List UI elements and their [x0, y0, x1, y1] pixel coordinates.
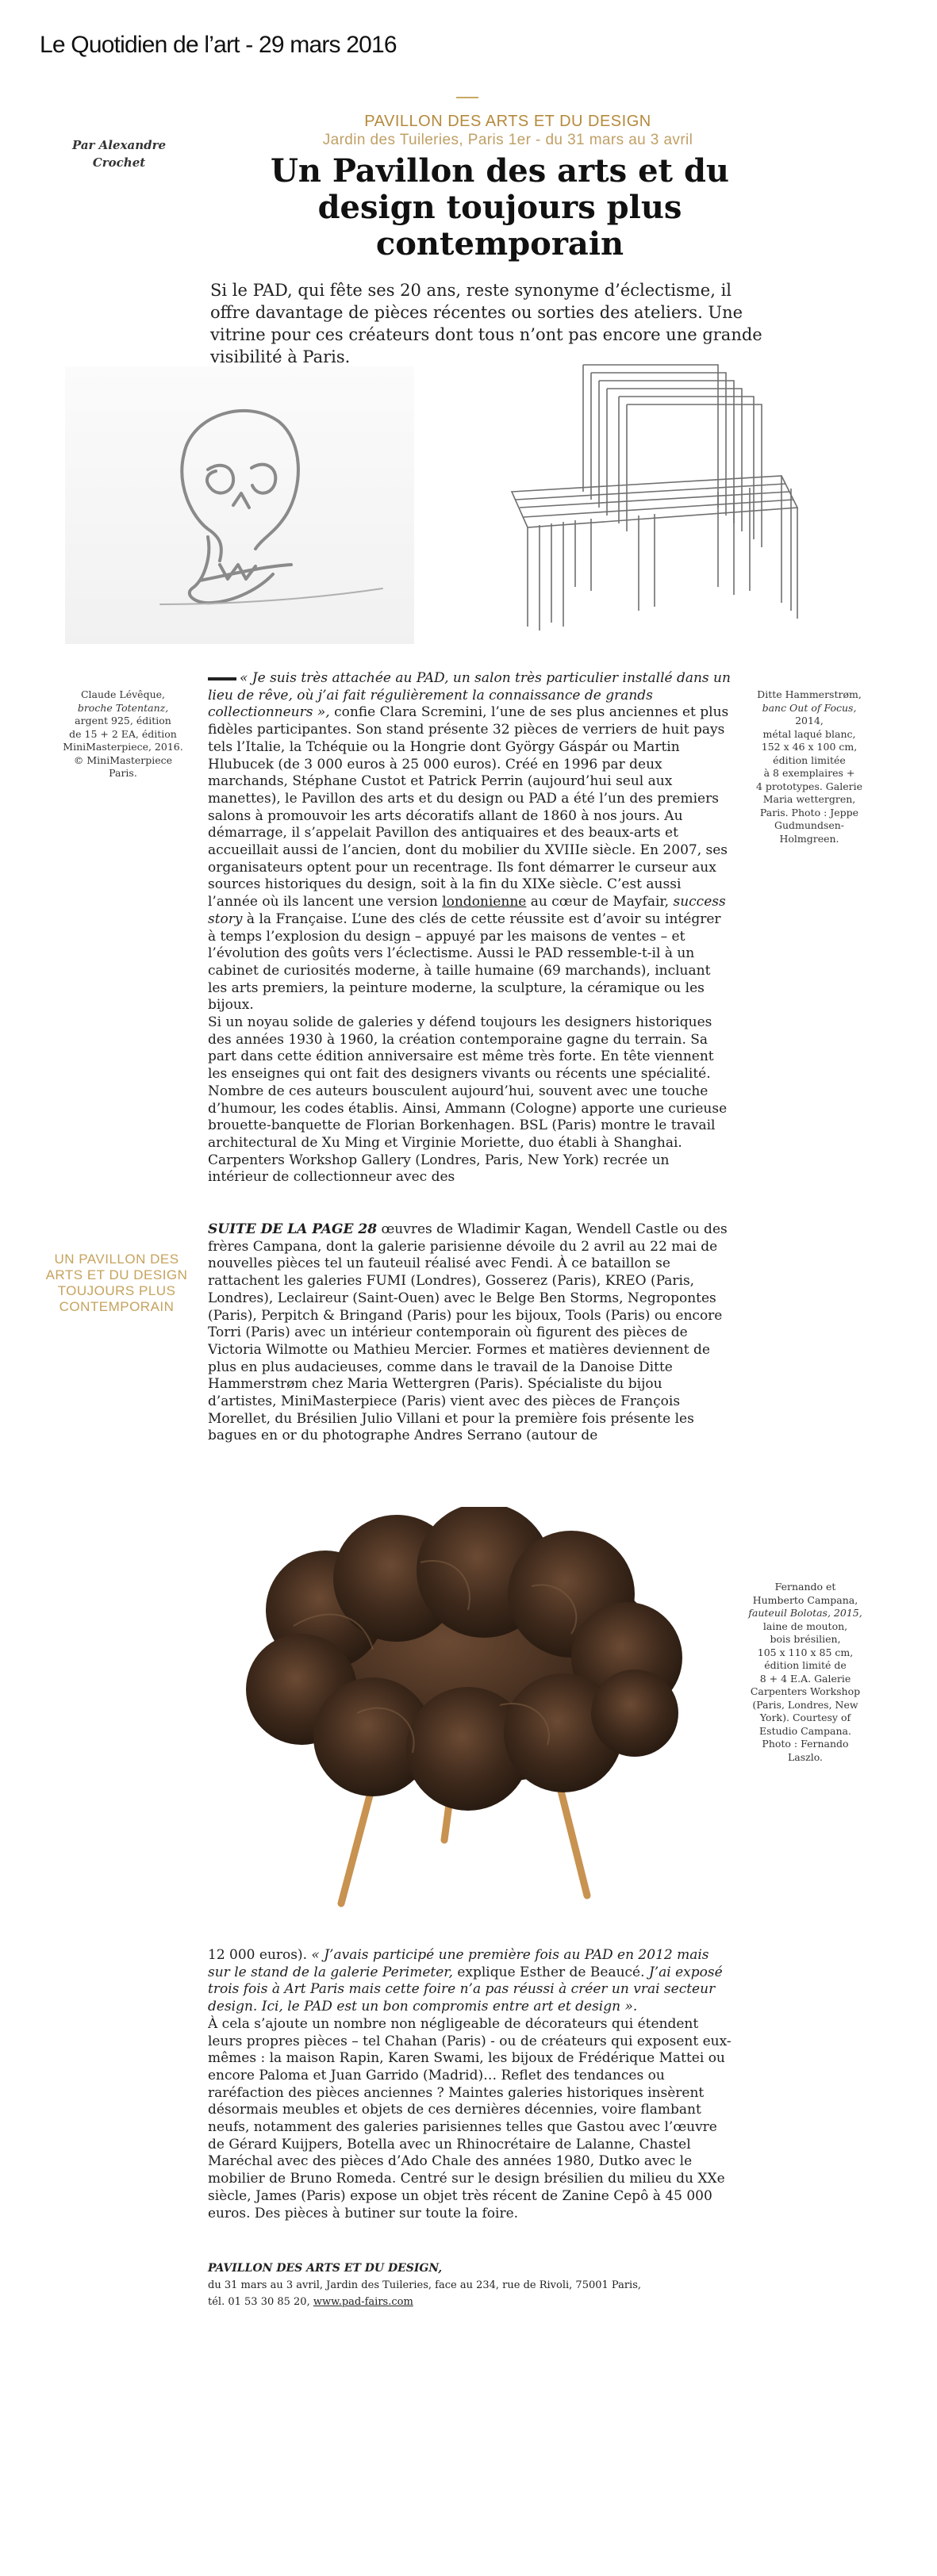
caption-line: Photo : Fernando — [762, 1738, 849, 1750]
text: à la Française. L’une des clés de cette réussite est d’avoir su intégrer à temps l’explosion du design – appuyé par les maisons de ventes – et l’évolution des goûts vers l’éclectisme. Aussi le PAD ressemble-t-il à un cabinet de curiosités moderne, à taille humaine (69 marchands), incluant les arts premiers, la peinture moderne, la sculpture, la céramique ou les bijoux. — [208, 910, 721, 1014]
caption-line: 152 x 46 x 100 cm, — [761, 741, 858, 753]
header-rule — [456, 97, 478, 98]
caption-line: Ditte Hammerstrøm, — [757, 688, 862, 700]
lead-dash — [208, 677, 236, 680]
info-tel: tél. 01 53 30 85 20, — [208, 2296, 310, 2308]
paragraph — [208, 1947, 732, 2016]
headline: Un Pavillon des arts et du design toujours plus contemporain — [270, 152, 729, 263]
caption-line: Gudmundsen- — [774, 819, 845, 831]
caption-line: bois brésilien, — [770, 1633, 841, 1645]
caption-line: Carpenters Workshop — [750, 1685, 861, 1697]
caption-bench — [750, 688, 869, 845]
caption-line: Holmgreen. — [779, 832, 839, 845]
caption-brooch — [60, 688, 186, 780]
caption-line: 2014, — [795, 715, 824, 726]
lede: Si le PAD, qui fête ses 20 ans, reste synonyme d’éclectisme, il offre davantage de pièces récentes ou sorties des ateliers. Une vitrine pour ces créateurs dont tous n’ont pas encore une grande visibilité à Paris. — [210, 281, 762, 366]
chair-wool — [246, 1507, 682, 1811]
masthead: Le Quotidien de l’art - 29 mars 2016 — [40, 32, 397, 58]
caption-line: argent 925, édition — [75, 715, 171, 726]
caption-line: Laszlo. — [787, 1750, 824, 1763]
article-body-3 — [208, 1947, 732, 2256]
caption-line: (Paris, Londres, New — [752, 1698, 858, 1711]
caption-line: fauteuil Bolotas, 2015, — [748, 1607, 862, 1619]
text: explique Esther de Beaucé. — [452, 1964, 645, 1980]
text: au cœur de Mayfair, — [526, 894, 670, 910]
paragraph — [208, 1221, 732, 1445]
byline: Par Alexandre Crochet — [71, 138, 167, 170]
practical-info — [208, 2260, 763, 2310]
caption-line: banc Out of Focus, — [762, 701, 857, 714]
info-title: PAVILLON DES ARTS ET DU DESIGN, — [208, 2262, 443, 2275]
kicker: PAVILLON DES ARTS ET DU DESIGN — [364, 113, 651, 130]
article-body-2 — [208, 1221, 732, 1475]
caption-line: laine de mouton, — [762, 1620, 848, 1632]
subkicker: Jardin des Tuileries, Paris 1er - du 31 mars au 3 avril — [322, 132, 693, 148]
caption-line: © MiniMasterpiece Paris. — [73, 753, 173, 779]
success-text: success story — [208, 894, 726, 927]
caption-line: édition limitée — [773, 753, 846, 766]
quote: « J’avais participé une première fois au PAD en 2012 mais sur le stand de la galerie Perimeter, — [208, 1947, 709, 1980]
website-link[interactable]: www.pad-fairs.com — [313, 2296, 413, 2308]
caption-line: 105 x 110 x 85 cm, — [757, 1646, 854, 1658]
caption-line: Fernando et — [774, 1581, 836, 1593]
text: confie Clara Scremini, l’une de ses plus anciennes et plus fidèles participantes. Son stand présente 32 pièces de verriers de huit pays tels l’Italie, la Tchéquie ou la Hongrie dont György Gáspár ou Martin Hlubucek (de 3 000 euros à 25 000 euros). Créé en 1996 par deux marchands, Stéphane Custot et Patrick Perrin (aujourd’hui seul aux manettes), le Pavillon des arts et du design ou PAD a été l’un des premiers salons à promouvoir les arts décoratifs allant de 1860 à nos jours. Au démarrage, il s’appelait Pavillon des antiquaires et des beaux-arts et accueillait aussi de l’ancien, dont du mobilier du XVIIIe siècle. En 2007, ses organisateurs optent pour un recentrage. Ils font démarrer le curseur aux sources historiques du design, soit à la fin du XIXe siècle. C’est aussi l’année où ils lancent une version — [208, 704, 729, 910]
paragraph: Si un noyau solide de galeries y défend toujours les designers historiques des années 1930 à 1960, la création contemporaine gagne du terrain. Sa part dans cette édition anniversaire est même très forte. En tête viennent les enseignes qui ont fait des designers vivants ou récents une spécialité. Nombre de ces auteurs bousculent aujourd’hui, souvent avec une touche d’humour, les codes établis. Ainsi, Ammann (Cologne) apporte une curieuse brouette-banquette de Florian Borkenhagen. BSL (Paris) montre le travail architectural de Xu Ming et Virginie Moriette, duo établi à Shanghai. Carpenters Workshop Gallery (Londres, Paris, New York) recrée un intérieur de collectionneur avec des — [208, 1014, 728, 1186]
info-dates: du 31 mars au 3 avril, Jardin des Tuileries, face au 234, rue de Rivoli, 75001 Paris, — [208, 2279, 642, 2291]
pull-quote: UN PAVILLON DES ARTS ET DU DESIGN TOUJOURS PLUS CONTEMPORAIN — [45, 1252, 188, 1314]
caption-chair — [742, 1581, 869, 1764]
caption-line: broche Totentanz, — [77, 701, 169, 714]
article-body-1 — [208, 670, 732, 1194]
caption-line: Claude Lévêque, — [80, 688, 166, 700]
caption-line: métal laqué blanc, — [762, 727, 856, 740]
bench-photo — [480, 349, 813, 650]
caption-line: de 15 + 2 EA, édition — [69, 727, 177, 740]
suite-label: SUITE DE LA PAGE 28 — [208, 1221, 378, 1237]
info-contact — [208, 2294, 763, 2310]
caption-line: 4 prototypes. Galerie — [755, 780, 863, 792]
caption-line: Humberto Campana, — [752, 1593, 858, 1606]
paragraph: À cela s’ajoute un nombre non négligeable de décorateurs qui étendent leurs propres pièces – tel Chahan (Paris) - ou de créateurs qui exposent eux-mêmes : la maison Rapin, Karen Swami, les bijoux de Frédérique Mattei ou encore Paloma et Juan Garrido (Madrid)… Reflet des tendances ou raréfaction des pièces anciennes ? Maintes galeries historiques insèrent désormais meubles et objets de ces dernières décennies, voire flambant neufs, notamment des galeries parisiennes telles que Gastou avec l’œuvre de Gérard Kuijpers, Botella avec un Rhinocrétaire de Lalanne, Chastel Maréchal avec des pièces d’Ado Chale des années 1980, Dutko avec le mobilier de Bruno Romeda. Centré sur le design brésilien du milieu du XXe siècle, James (Paris) expose un objet très récent de Zanine Cepô à 45 000 euros. Des pièces à butiner sur toute la foire. — [208, 2015, 732, 2221]
caption-line: édition limité de — [764, 1659, 847, 1671]
quote: « Je suis très attachée au PAD, un salon très particulier installé dans un lieu de rêve, où j’ai fait régulièrement la connaissance de grands collectionneurs », — [208, 670, 731, 721]
text: 12 000 euros). — [208, 1947, 308, 1963]
chair-photo — [214, 1507, 722, 1919]
caption-line: 8 + 4 E.A. Galerie — [759, 1672, 851, 1685]
caption-line: York). Courtesy of — [759, 1712, 851, 1723]
text: œuvres de Wladimir Kagan, Wendell Castle ou des frères Campana, dont la galerie parisienne dévoile du 2 avril au 22 mai de nouvelles pièces tel un fauteuil réalisé avec Fendi. À ce bataillon se rattachent les galeries FUMI (Londres), Gosserez (Paris), KREO (Paris, Londres), Leclaireur (Saint-Ouen) avec le Belge Ben Storms, Negropontes (Paris), Perpitch & Bringand (Paris) pour les bijoux, Tools (Paris) ou encore Torri (Paris) avec un intérieur contemporain où figurent des pièces de Victoria Wilmotte ou Mathieu Mercier. Formes et matières deviennent de plus en plus audacieuses, comme dans le travail de la Danoise Ditte Hammerstrøm chez Maria Wettergren (Paris). Spécialiste du bijou d’artistes, MiniMasterpiece (Paris) vient avec des pièces de François Morellet, du Brésilien Julio Villani et pour la première fois présente les bagues en or du photographe Andres Serrano (autour de — [208, 1221, 728, 1444]
caption-line: Estudio Campana. — [759, 1724, 851, 1737]
caption-line: Paris. Photo : Jeppe — [759, 806, 859, 818]
caption-line: Maria wettergren, — [762, 793, 856, 805]
caption-line: MiniMasterpiece, 2016. — [63, 741, 183, 753]
londonienne-text: londonienne — [442, 894, 527, 910]
brooch-photo — [65, 366, 414, 644]
quote: J’ai exposé trois fois à Art Paris mais cette foire n’a pas réussi à créer un vrai secteur design. Ici, le PAD est un bon compromis entre art et design ». — [208, 1964, 723, 2015]
paragraph — [208, 670, 732, 1014]
caption-line: à 8 exemplaires + — [763, 767, 855, 779]
